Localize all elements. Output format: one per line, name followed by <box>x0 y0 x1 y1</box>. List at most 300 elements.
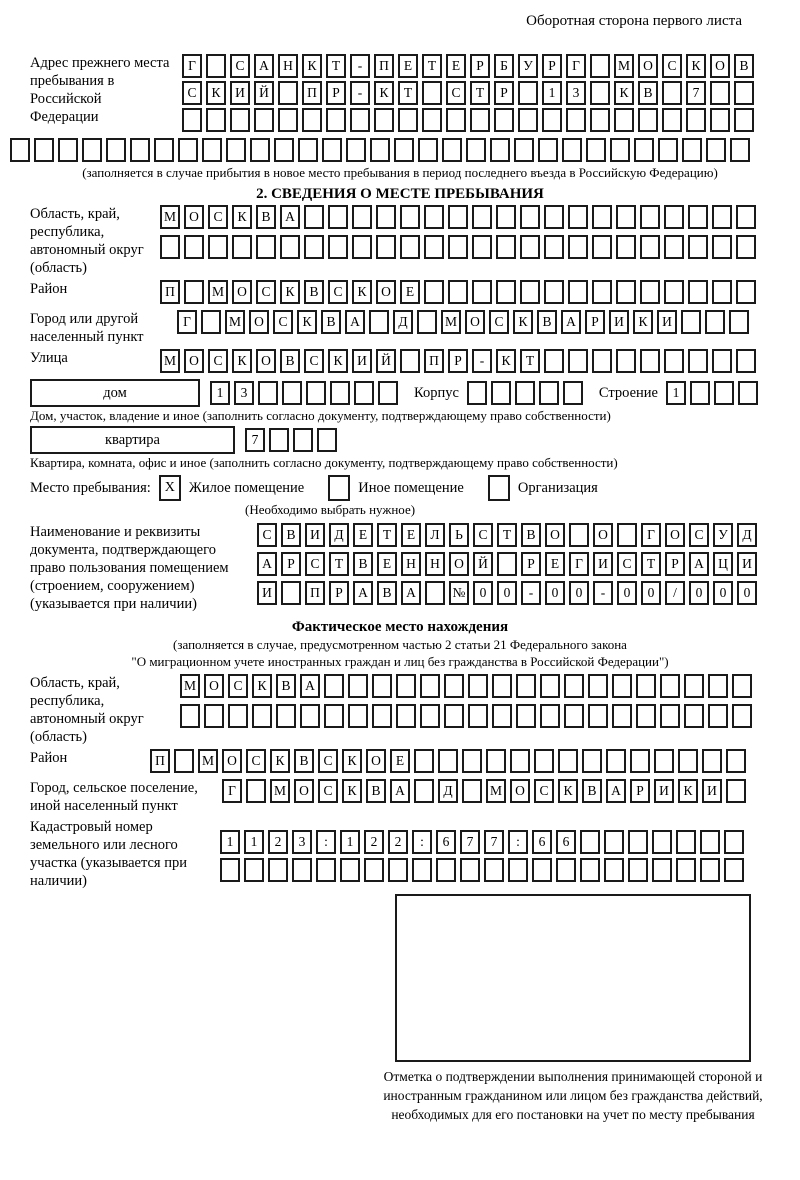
char-cell[interactable]: У <box>713 523 733 547</box>
char-cell[interactable] <box>612 674 632 698</box>
char-cell[interactable]: О <box>222 749 242 773</box>
char-cell[interactable] <box>652 858 672 882</box>
char-cell[interactable]: Й <box>376 349 396 373</box>
char-cell[interactable] <box>544 349 564 373</box>
char-cell[interactable] <box>538 138 558 162</box>
char-cell[interactable] <box>688 280 708 304</box>
char-cell[interactable] <box>182 108 202 132</box>
char-cell[interactable] <box>628 830 648 854</box>
char-cell[interactable] <box>556 858 576 882</box>
char-cell[interactable] <box>736 349 756 373</box>
char-cell[interactable] <box>256 235 276 259</box>
char-cell[interactable] <box>376 205 396 229</box>
char-cell[interactable] <box>708 704 728 728</box>
char-cell[interactable]: Р <box>326 81 346 105</box>
char-cell[interactable]: Т <box>470 81 490 105</box>
char-cell[interactable] <box>690 381 710 405</box>
checkbox-residential[interactable]: X <box>159 475 181 501</box>
char-cell[interactable] <box>58 138 78 162</box>
char-cell[interactable] <box>682 138 702 162</box>
char-cell[interactable]: Д <box>737 523 757 547</box>
char-cell[interactable]: К <box>270 749 290 773</box>
char-cell[interactable]: Н <box>401 552 421 576</box>
char-cell[interactable] <box>592 349 612 373</box>
char-cell[interactable] <box>448 235 468 259</box>
char-cell[interactable] <box>250 138 270 162</box>
char-cell[interactable] <box>160 235 180 259</box>
char-cell[interactable] <box>491 381 511 405</box>
char-cell[interactable] <box>510 749 530 773</box>
char-cell[interactable] <box>732 674 752 698</box>
char-cell[interactable]: П <box>374 54 394 78</box>
char-cell[interactable]: К <box>374 81 394 105</box>
char-cell[interactable]: 0 <box>545 581 565 605</box>
char-cell[interactable] <box>417 310 437 334</box>
char-cell[interactable] <box>352 205 372 229</box>
char-cell[interactable] <box>676 830 696 854</box>
char-cell[interactable] <box>246 779 266 803</box>
char-cell[interactable] <box>484 858 504 882</box>
char-cell[interactable] <box>532 858 552 882</box>
char-cell[interactable]: О <box>232 280 252 304</box>
char-cell[interactable]: О <box>366 749 386 773</box>
char-cell[interactable] <box>468 704 488 728</box>
char-cell[interactable]: Б <box>494 54 514 78</box>
char-cell[interactable]: М <box>270 779 290 803</box>
char-cell[interactable]: 0 <box>497 581 517 605</box>
char-cell[interactable] <box>617 523 637 547</box>
char-cell[interactable] <box>424 280 444 304</box>
char-cell[interactable]: 3 <box>566 81 586 105</box>
char-cell[interactable]: Е <box>401 523 421 547</box>
char-cell[interactable] <box>292 858 312 882</box>
char-cell[interactable] <box>328 205 348 229</box>
char-cell[interactable]: 0 <box>641 581 661 605</box>
char-cell[interactable]: С <box>662 54 682 78</box>
char-cell[interactable] <box>494 108 514 132</box>
char-cell[interactable] <box>724 858 744 882</box>
char-cell[interactable] <box>564 674 584 698</box>
char-cell[interactable] <box>244 858 264 882</box>
char-cell[interactable]: В <box>582 779 602 803</box>
char-cell[interactable] <box>348 674 368 698</box>
char-cell[interactable] <box>130 138 150 162</box>
char-cell[interactable] <box>664 349 684 373</box>
char-cell[interactable] <box>226 138 246 162</box>
char-cell[interactable]: Г <box>569 552 589 576</box>
char-cell[interactable] <box>734 108 754 132</box>
char-cell[interactable]: Р <box>494 81 514 105</box>
char-cell[interactable] <box>520 205 540 229</box>
char-cell[interactable]: Г <box>566 54 586 78</box>
char-cell[interactable] <box>700 830 720 854</box>
char-cell[interactable]: 1 <box>340 830 360 854</box>
char-cell[interactable]: Н <box>278 54 298 78</box>
char-cell[interactable] <box>316 858 336 882</box>
char-cell[interactable]: Г <box>177 310 197 334</box>
char-cell[interactable]: 6 <box>556 830 576 854</box>
char-cell[interactable]: Г <box>222 779 242 803</box>
char-cell[interactable] <box>662 81 682 105</box>
char-cell[interactable] <box>470 108 490 132</box>
char-cell[interactable] <box>374 108 394 132</box>
char-cell[interactable] <box>424 205 444 229</box>
char-cell[interactable] <box>724 830 744 854</box>
char-cell[interactable] <box>638 108 658 132</box>
char-cell[interactable]: К <box>342 749 362 773</box>
char-cell[interactable] <box>184 235 204 259</box>
char-cell[interactable] <box>372 674 392 698</box>
char-cell[interactable]: П <box>424 349 444 373</box>
char-cell[interactable] <box>664 235 684 259</box>
char-cell[interactable] <box>558 749 578 773</box>
char-cell[interactable] <box>490 138 510 162</box>
char-cell[interactable]: 6 <box>436 830 456 854</box>
char-cell[interactable] <box>616 235 636 259</box>
char-cell[interactable] <box>702 749 722 773</box>
char-cell[interactable] <box>636 704 656 728</box>
char-cell[interactable] <box>376 235 396 259</box>
char-cell[interactable] <box>472 280 492 304</box>
char-cell[interactable]: М <box>441 310 461 334</box>
char-cell[interactable] <box>712 280 732 304</box>
char-cell[interactable]: 0 <box>617 581 637 605</box>
char-cell[interactable]: Р <box>281 552 301 576</box>
char-cell[interactable] <box>82 138 102 162</box>
char-cell[interactable] <box>276 704 296 728</box>
char-cell[interactable] <box>544 205 564 229</box>
char-cell[interactable] <box>534 749 554 773</box>
char-cell[interactable] <box>322 138 342 162</box>
char-cell[interactable]: И <box>230 81 250 105</box>
char-cell[interactable] <box>712 235 732 259</box>
char-cell[interactable]: М <box>208 280 228 304</box>
char-cell[interactable] <box>520 235 540 259</box>
char-cell[interactable]: О <box>665 523 685 547</box>
char-cell[interactable]: Е <box>545 552 565 576</box>
char-cell[interactable] <box>324 674 344 698</box>
char-cell[interactable] <box>388 858 408 882</box>
char-cell[interactable] <box>714 381 734 405</box>
checkbox-other-premises[interactable] <box>328 475 350 501</box>
char-cell[interactable] <box>400 235 420 259</box>
char-cell[interactable] <box>317 428 337 452</box>
char-cell[interactable]: Д <box>438 779 458 803</box>
char-cell[interactable]: П <box>150 749 170 773</box>
char-cell[interactable] <box>562 138 582 162</box>
char-cell[interactable] <box>268 858 288 882</box>
char-cell[interactable]: А <box>257 552 277 576</box>
char-cell[interactable] <box>466 138 486 162</box>
char-cell[interactable] <box>252 704 272 728</box>
char-cell[interactable]: - <box>350 54 370 78</box>
char-cell[interactable]: - <box>350 81 370 105</box>
char-cell[interactable] <box>734 81 754 105</box>
char-cell[interactable]: П <box>302 81 322 105</box>
char-cell[interactable]: Р <box>585 310 605 334</box>
char-cell[interactable] <box>352 235 372 259</box>
char-cell[interactable] <box>736 280 756 304</box>
char-cell[interactable] <box>568 235 588 259</box>
char-cell[interactable]: О <box>638 54 658 78</box>
char-cell[interactable] <box>330 381 350 405</box>
char-cell[interactable] <box>712 205 732 229</box>
char-cell[interactable]: 0 <box>689 581 709 605</box>
char-cell[interactable] <box>394 138 414 162</box>
char-cell[interactable]: В <box>294 749 314 773</box>
char-cell[interactable]: : <box>412 830 432 854</box>
char-cell[interactable]: 2 <box>388 830 408 854</box>
char-cell[interactable] <box>520 280 540 304</box>
char-cell[interactable]: В <box>280 349 300 373</box>
char-cell[interactable]: Н <box>425 552 445 576</box>
char-cell[interactable]: К <box>206 81 226 105</box>
char-cell[interactable] <box>588 674 608 698</box>
char-cell[interactable] <box>514 138 534 162</box>
char-cell[interactable]: 1 <box>220 830 240 854</box>
char-cell[interactable]: О <box>256 349 276 373</box>
char-cell[interactable]: О <box>545 523 565 547</box>
char-cell[interactable] <box>640 280 660 304</box>
char-cell[interactable] <box>462 749 482 773</box>
checkbox-organization[interactable] <box>488 475 510 501</box>
char-cell[interactable]: И <box>737 552 757 576</box>
char-cell[interactable] <box>564 704 584 728</box>
char-cell[interactable]: К <box>342 779 362 803</box>
char-cell[interactable]: С <box>689 523 709 547</box>
char-cell[interactable] <box>590 81 610 105</box>
char-cell[interactable]: И <box>609 310 629 334</box>
char-cell[interactable] <box>544 280 564 304</box>
char-cell[interactable] <box>540 704 560 728</box>
char-cell[interactable] <box>328 235 348 259</box>
char-cell[interactable] <box>10 138 30 162</box>
char-cell[interactable] <box>610 138 630 162</box>
char-cell[interactable] <box>516 674 536 698</box>
char-cell[interactable] <box>154 138 174 162</box>
char-cell[interactable]: В <box>638 81 658 105</box>
char-cell[interactable]: 3 <box>292 830 312 854</box>
char-cell[interactable]: Т <box>520 349 540 373</box>
char-cell[interactable] <box>304 205 324 229</box>
char-cell[interactable] <box>446 108 466 132</box>
char-cell[interactable] <box>660 704 680 728</box>
char-cell[interactable] <box>544 235 564 259</box>
char-cell[interactable]: В <box>377 581 397 605</box>
char-cell[interactable] <box>370 138 390 162</box>
char-cell[interactable] <box>472 205 492 229</box>
char-cell[interactable] <box>496 235 516 259</box>
char-cell[interactable] <box>658 138 678 162</box>
char-cell[interactable] <box>400 205 420 229</box>
char-cell[interactable]: А <box>561 310 581 334</box>
char-cell[interactable] <box>732 704 752 728</box>
char-cell[interactable]: А <box>353 581 373 605</box>
char-cell[interactable] <box>612 704 632 728</box>
char-cell[interactable] <box>350 108 370 132</box>
char-cell[interactable]: А <box>254 54 274 78</box>
char-cell[interactable] <box>700 858 720 882</box>
char-cell[interactable] <box>738 381 758 405</box>
char-cell[interactable]: 7 <box>245 428 265 452</box>
char-cell[interactable] <box>304 235 324 259</box>
char-cell[interactable]: Т <box>641 552 661 576</box>
char-cell[interactable] <box>590 108 610 132</box>
char-cell[interactable]: А <box>606 779 626 803</box>
char-cell[interactable]: - <box>593 581 613 605</box>
char-cell[interactable]: В <box>256 205 276 229</box>
char-cell[interactable] <box>580 830 600 854</box>
char-cell[interactable]: 1 <box>666 381 686 405</box>
char-cell[interactable]: 0 <box>569 581 589 605</box>
char-cell[interactable]: А <box>300 674 320 698</box>
char-cell[interactable] <box>688 205 708 229</box>
char-cell[interactable] <box>369 310 389 334</box>
char-cell[interactable] <box>396 704 416 728</box>
char-cell[interactable] <box>492 704 512 728</box>
char-cell[interactable] <box>736 235 756 259</box>
char-cell[interactable]: А <box>280 205 300 229</box>
char-cell[interactable]: Р <box>329 581 349 605</box>
char-cell[interactable]: К <box>686 54 706 78</box>
char-cell[interactable]: М <box>160 349 180 373</box>
char-cell[interactable] <box>688 349 708 373</box>
char-cell[interactable]: Е <box>446 54 466 78</box>
char-cell[interactable] <box>486 749 506 773</box>
char-cell[interactable] <box>418 138 438 162</box>
char-cell[interactable]: 1 <box>210 381 230 405</box>
char-cell[interactable]: Т <box>398 81 418 105</box>
char-cell[interactable]: С <box>228 674 248 698</box>
char-cell[interactable]: С <box>534 779 554 803</box>
char-cell[interactable] <box>414 779 434 803</box>
char-cell[interactable]: Й <box>254 81 274 105</box>
char-cell[interactable] <box>448 205 468 229</box>
char-cell[interactable]: К <box>232 205 252 229</box>
char-cell[interactable]: Г <box>641 523 661 547</box>
char-cell[interactable]: А <box>401 581 421 605</box>
char-cell[interactable] <box>364 858 384 882</box>
char-cell[interactable] <box>736 205 756 229</box>
char-cell[interactable]: С <box>305 552 325 576</box>
char-cell[interactable] <box>400 349 420 373</box>
char-cell[interactable] <box>592 280 612 304</box>
char-cell[interactable]: О <box>204 674 224 698</box>
char-cell[interactable] <box>232 235 252 259</box>
char-cell[interactable]: / <box>665 581 685 605</box>
char-cell[interactable]: Е <box>377 552 397 576</box>
char-cell[interactable]: 7 <box>460 830 480 854</box>
char-cell[interactable]: - <box>472 349 492 373</box>
char-cell[interactable]: С <box>318 749 338 773</box>
char-cell[interactable]: К <box>614 81 634 105</box>
char-cell[interactable] <box>592 235 612 259</box>
char-cell[interactable]: М <box>180 674 200 698</box>
char-cell[interactable]: К <box>633 310 653 334</box>
char-cell[interactable] <box>302 108 322 132</box>
char-cell[interactable] <box>254 108 274 132</box>
char-cell[interactable] <box>472 235 492 259</box>
char-cell[interactable]: О <box>710 54 730 78</box>
char-cell[interactable]: 0 <box>473 581 493 605</box>
char-cell[interactable]: В <box>281 523 301 547</box>
char-cell[interactable] <box>326 108 346 132</box>
char-cell[interactable] <box>688 235 708 259</box>
char-cell[interactable]: В <box>734 54 754 78</box>
char-cell[interactable]: Т <box>497 523 517 547</box>
char-cell[interactable]: К <box>513 310 533 334</box>
char-cell[interactable] <box>616 349 636 373</box>
char-cell[interactable]: С <box>473 523 493 547</box>
char-cell[interactable]: И <box>257 581 277 605</box>
char-cell[interactable]: И <box>654 779 674 803</box>
char-cell[interactable]: И <box>593 552 613 576</box>
char-cell[interactable] <box>425 581 445 605</box>
char-cell[interactable] <box>496 205 516 229</box>
char-cell[interactable]: Й <box>473 552 493 576</box>
char-cell[interactable] <box>208 235 228 259</box>
char-cell[interactable] <box>662 108 682 132</box>
char-cell[interactable] <box>539 381 559 405</box>
char-cell[interactable]: С <box>304 349 324 373</box>
char-cell[interactable] <box>280 235 300 259</box>
char-cell[interactable]: Т <box>329 552 349 576</box>
char-cell[interactable] <box>710 81 730 105</box>
char-cell[interactable] <box>710 108 730 132</box>
char-cell[interactable] <box>422 81 442 105</box>
char-cell[interactable]: Д <box>329 523 349 547</box>
char-cell[interactable] <box>202 138 222 162</box>
char-cell[interactable] <box>568 205 588 229</box>
char-cell[interactable]: 7 <box>484 830 504 854</box>
char-cell[interactable] <box>398 108 418 132</box>
char-cell[interactable] <box>206 54 226 78</box>
char-cell[interactable] <box>705 310 725 334</box>
char-cell[interactable]: С <box>208 349 228 373</box>
char-cell[interactable] <box>258 381 278 405</box>
char-cell[interactable]: К <box>252 674 272 698</box>
char-cell[interactable] <box>729 310 749 334</box>
char-cell[interactable]: У <box>518 54 538 78</box>
char-cell[interactable] <box>516 704 536 728</box>
char-cell[interactable] <box>604 858 624 882</box>
char-cell[interactable]: 2 <box>364 830 384 854</box>
char-cell[interactable]: О <box>510 779 530 803</box>
char-cell[interactable] <box>604 830 624 854</box>
char-cell[interactable]: Ц <box>713 552 733 576</box>
char-cell[interactable] <box>281 581 301 605</box>
char-cell[interactable]: К <box>232 349 252 373</box>
char-cell[interactable]: В <box>276 674 296 698</box>
char-cell[interactable]: С <box>273 310 293 334</box>
char-cell[interactable] <box>278 81 298 105</box>
char-cell[interactable]: С <box>257 523 277 547</box>
char-cell[interactable]: К <box>280 280 300 304</box>
char-cell[interactable] <box>178 138 198 162</box>
char-cell[interactable] <box>34 138 54 162</box>
char-cell[interactable] <box>640 205 660 229</box>
char-cell[interactable]: С <box>256 280 276 304</box>
char-cell[interactable] <box>306 381 326 405</box>
char-cell[interactable] <box>636 674 656 698</box>
char-cell[interactable]: К <box>328 349 348 373</box>
char-cell[interactable] <box>630 749 650 773</box>
char-cell[interactable] <box>616 280 636 304</box>
char-cell[interactable] <box>708 674 728 698</box>
char-cell[interactable] <box>462 779 482 803</box>
char-cell[interactable] <box>444 674 464 698</box>
char-cell[interactable] <box>508 858 528 882</box>
